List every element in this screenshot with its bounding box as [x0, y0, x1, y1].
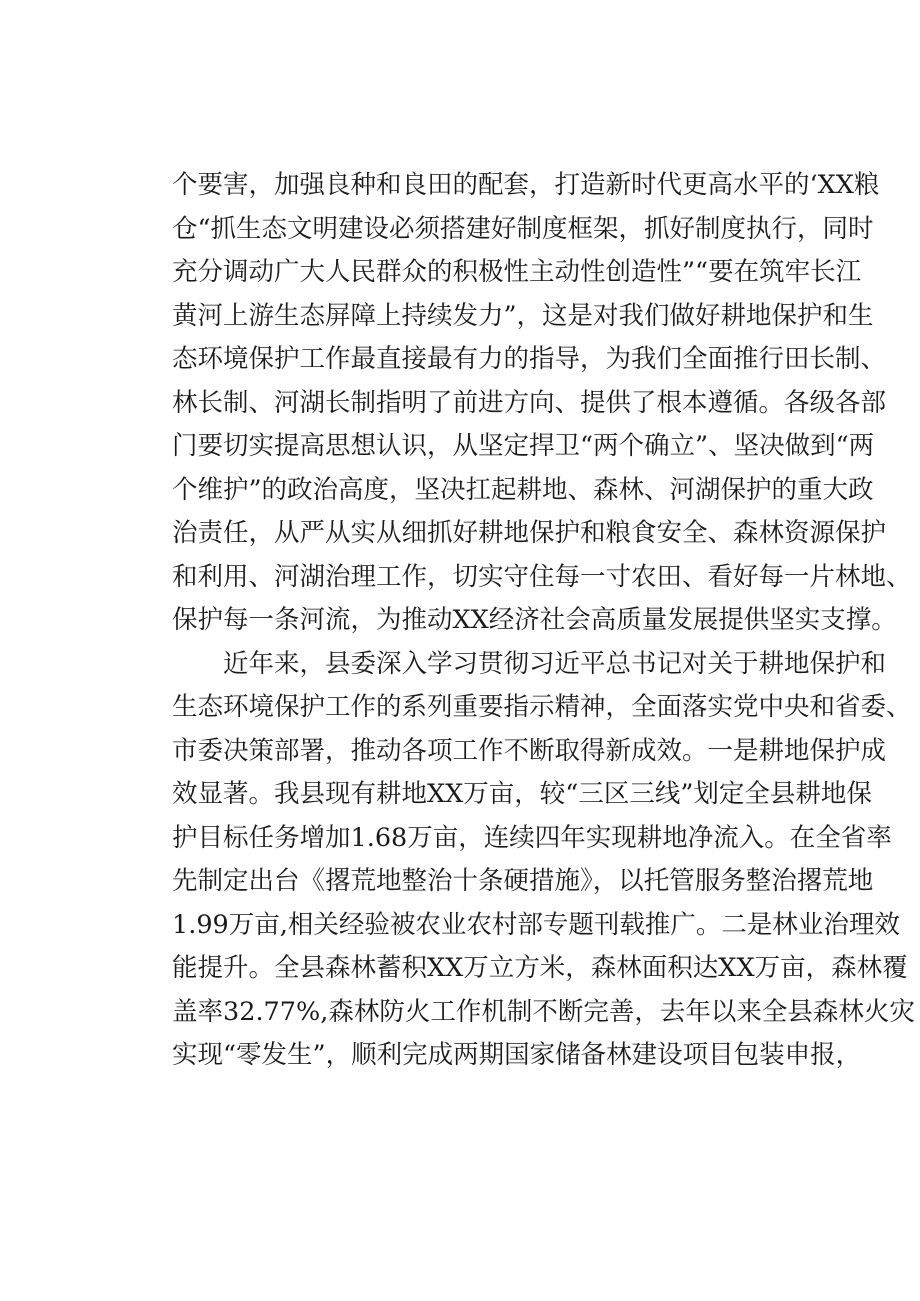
text-line: 态环境保护工作最直接最有力的指导，为我们全面推行田长制、	[172, 344, 887, 374]
text-line: 近年来，县委深入学习贯彻习近平总书记对关于耕地保护和	[223, 648, 887, 679]
text-line: 林长制、河湖长制指明了前进方向、提供了根本遵循。各级各部	[172, 387, 887, 418]
paragraph-2	[172, 643, 915, 1078]
paragraph-1	[172, 164, 912, 643]
body-text	[172, 164, 915, 1078]
text-line: 效显著。我县现有耕地XX万亩，较“三区三线”划定全县耕地保	[172, 779, 872, 809]
text-line: 能提升。全县森林蓄积XX万立方米，森林面积达XX万亩，森林覆	[172, 953, 908, 983]
text-line: 个要害，加强良种和良田的配套，打造新时代更高水平的‘XX粮	[172, 170, 880, 200]
text-line: 生态环境保护工作的系列重要指示精神，全面落实党中央和省委、	[172, 692, 912, 722]
text-line: 个维护”的政治高度，坚决扛起耕地、森林、河湖保护的重大政	[172, 474, 874, 505]
text-line: 护目标任务增加1.68万亩，连续四年实现耕地净流入。在全省率	[172, 822, 892, 853]
text-line: 充分调动广大人民群众的积极性主动性创造性”“要在筑牢长江	[172, 257, 862, 287]
text-line: 和利用、河湖治理工作，切实守住每一寸农田、看好每一片林地、	[172, 561, 912, 592]
text-line: 先制定出台《撂荒地整治十条硬措施》，以托管服务整治撂荒地	[172, 866, 874, 896]
text-line: 1.99万亩,相关经验被农业农村部专题刊载推广。二是林业治理效	[172, 909, 900, 940]
text-line: 治责任，从严从实从细抓好耕地保护和粮食安全、森林资源保护	[172, 518, 887, 548]
text-line: 仓“抓生态文明建设必须搭建好制度框架，抓好制度执行，同时	[172, 213, 874, 244]
text-line: 实现“零发生”，顺利完成两期国家储备林建设项目包装申报，	[172, 1040, 862, 1070]
text-line: 保护每一条河流，为推动XX经济社会高质量发展提供坚实支撑。	[172, 605, 897, 635]
text-line: 黄河上游生态屏障上持续发力”，这是对我们做好耕地保护和生	[172, 300, 874, 331]
text-line: 盖率32.77%,森林防火工作机制不断完善，去年以来全县森林火灾	[172, 996, 915, 1027]
text-line: 市委决策部署，推动各项工作不断取得新成效。一是耕地保护成	[172, 735, 887, 766]
text-line: 门要切实提高思想认识，从坚定捍卫“两个确立”、坚决做到“两	[172, 431, 875, 461]
